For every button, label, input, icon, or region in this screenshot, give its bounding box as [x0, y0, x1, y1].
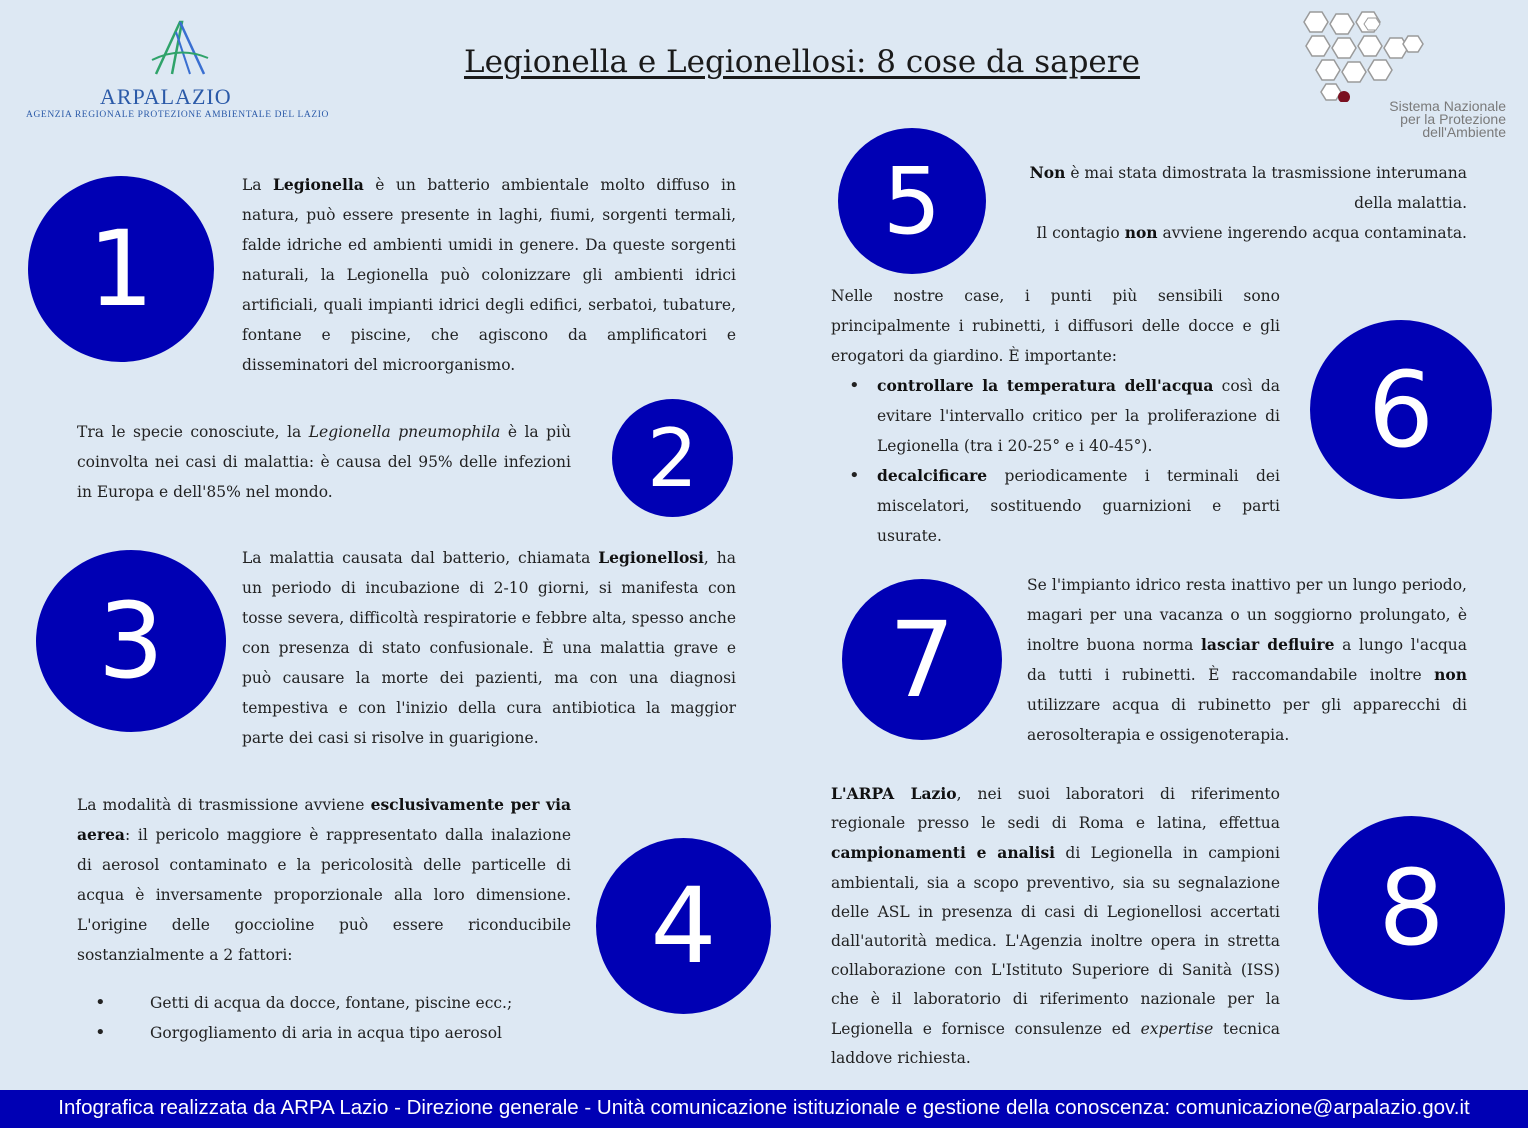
item-6-paragraph: Nelle nostre case, i punti più sensibili sono principalmente i rubinetti, i diffusori delle docce e gli erogatori da giardino. È importante: — [831, 287, 1280, 365]
item-3-circle — [36, 550, 226, 732]
item-4-bullets — [77, 988, 571, 1048]
item-1-paragraph: La Legionella è un batterio ambientale molto diffuso in natura, può essere presente in laghi, fiumi, sorgenti termali, falde idriche ed ambienti umidi in genere. Da queste sorgenti naturali, la Legionella può colonizzare gli ambienti idrici artificiali, quali impianti idrici degli edifici, serbatoi, tubature, fontane e piscine, che agiscono da amplificatori e disseminatori del microorganismo. — [242, 175, 736, 374]
item-6-bullet-2: • decalcificare periodicamente i terminali dei miscelatori, sostituendo guarnizioni e parti usurate. — [831, 461, 1280, 551]
item-2-number: 2 — [647, 411, 698, 505]
item-7-text — [1027, 570, 1467, 750]
snpa-line-2: per la Protezione — [1400, 111, 1506, 127]
item-8-text — [831, 779, 1280, 1073]
snpa-logo-text — [1326, 100, 1506, 139]
item-4-paragraph: La modalità di trasmissione avviene esclusivamente per via aerea: il pericolo maggiore è rappresentato dalla inalazione di aerosol contaminato e la pericolosità delle particelle di acqua è inversamente proporzionale alla loro dimensione. L'origine delle goccioline può essere riconducibile sostanzialmente a 2 fattori: — [77, 795, 571, 964]
item-1-circle — [28, 176, 214, 362]
item-6-text — [831, 281, 1280, 551]
snpa-line-1: Sistema Nazionale — [1389, 98, 1506, 114]
item-5-number: 5 — [882, 147, 942, 255]
item-4-circle — [596, 838, 771, 1014]
item-1-text — [242, 170, 736, 380]
item-6-number: 6 — [1367, 348, 1435, 471]
item-6-bullet-1: • controllare la temperatura dell'acqua così da evitare l'intervallo critico per la proliferazione di Legionella (tra i 20-25° e i 40-45°). — [831, 371, 1280, 461]
arpa-logo-subtitle: AGENZIA REGIONALE PROTEZIONE AMBIENTALE DEL LAZIO — [26, 110, 329, 120]
arpa-logo-icon — [150, 18, 210, 80]
item-2-circle — [612, 399, 733, 517]
item-4-bullet-2: • Gorgogliamento di aria in acqua tipo aerosol — [77, 1018, 571, 1048]
item-7-number: 7 — [888, 598, 956, 721]
item-4-number: 4 — [650, 865, 717, 987]
item-8-circle — [1318, 816, 1505, 1000]
item-4-text — [77, 790, 571, 1048]
item-5-circle — [838, 128, 986, 274]
item-6-bullets — [831, 371, 1280, 551]
arpa-logo-name: ARPALAZIO — [100, 84, 232, 109]
snpa-hexagon-logo-icon — [1296, 10, 1426, 102]
item-2-paragraph: Tra le specie conosciute, la Legionella pneumophila è la più coinvolta nei casi di malattia: è causa del 95% delle infezioni in Europa e dell'85% nel mondo. — [77, 423, 571, 501]
item-4-bullet-1: • Getti di acqua da docce, fontane, piscine ecc.; — [77, 988, 571, 1018]
item-8-number: 8 — [1378, 847, 1445, 969]
item-3-number: 3 — [97, 580, 165, 702]
item-3-text — [242, 543, 736, 753]
item-2-text — [77, 417, 571, 507]
item-7-paragraph: Se l'impianto idrico resta inattivo per un lungo periodo, magari per una vacanza o un soggiorno prolungato, è inoltre buona norma lasciar defluire a lungo l'acqua da tutti i rubinetti. È raccomandabile inoltre non utilizzare acqua di rubinetto per gli apparecchi di aerosolterapia e ossigenoterapia. — [1027, 576, 1467, 744]
item-5-line-2: della malattia. — [1354, 194, 1467, 212]
item-1-number: 1 — [87, 208, 155, 330]
item-5-line-3: Il contagio non avviene ingerendo acqua contaminata. — [1036, 223, 1467, 242]
item-8-paragraph: L'ARPA Lazio, nei suoi laboratori di riferimento regionale presso le sedi di Roma e latina, effettua campionamenti e analisi di Legionella in campioni ambientali, sia a scopo preventivo, sia su segnalazione delle ASL in presenza di casi di Legionellosi accertati dall'autorità medica. L'Agenzia inoltre opera in stretta collaborazione con L'Istituto Superiore di Sanità (ISS) che è il laboratorio di riferimento nazionale per la Legionella e fornisce consulenze ed expertise tecnica laddove richiesta. — [831, 784, 1280, 1067]
item-6-circle — [1310, 320, 1492, 499]
item-5-text — [1000, 158, 1467, 248]
footer-credits: Infografica realizzata da ARPA Lazio - Direzione generale - Unità comunicazione istituzionale e gestione della conoscenza: comunicazione@arpalazio.gov.it — [0, 1090, 1528, 1128]
page-title: Legionella e Legionellosi: 8 cose da sapere — [464, 44, 1140, 80]
snpa-line-3: dell'Ambiente — [1422, 124, 1506, 140]
item-5-line-1: Non è mai stata dimostrata la trasmissione interumana — [1029, 163, 1467, 182]
item-7-circle — [842, 579, 1002, 740]
item-3-paragraph: La malattia causata dal batterio, chiamata Legionellosi, ha un periodo di incubazione di 2-10 giorni, si manifesta con tosse severa, difficoltà respiratorie e febbre alta, spesso anche con presenza di stato confusionale. È una malattia grave e può causare la morte dei pazienti, ma con una diagnosi tempestiva e con l'inizio della cura antibiotica la maggior parte dei casi si risolve in guarigione. — [242, 548, 736, 747]
